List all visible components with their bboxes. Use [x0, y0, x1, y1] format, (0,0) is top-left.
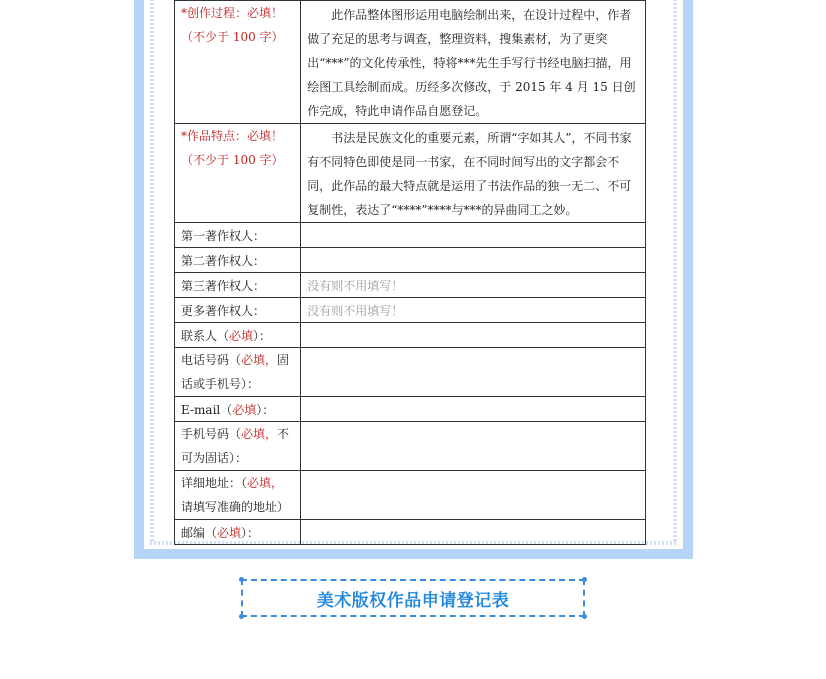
- corner-dot: [239, 577, 244, 582]
- row-second-owner: [175, 248, 646, 273]
- email-field[interactable]: [301, 397, 646, 422]
- third-owner-field[interactable]: 没有则不用填写！: [301, 273, 646, 298]
- row-contact: [175, 323, 646, 348]
- creation-process-note: （不少于 100 字）: [181, 30, 284, 44]
- caption-box: [241, 579, 585, 617]
- row-email: [175, 397, 646, 422]
- row-features: [175, 124, 646, 223]
- contact-field[interactable]: [301, 323, 646, 348]
- row-third-owner: [175, 273, 646, 298]
- required-mark: 必填: [229, 328, 254, 343]
- corner-dot: [239, 614, 244, 619]
- creation-process-field[interactable]: [301, 1, 646, 124]
- row-address: [175, 471, 646, 520]
- second-owner-label: 第二著作权人：: [175, 248, 301, 273]
- required-mark: 必填，: [241, 427, 278, 441]
- frame-stripe-left: [150, 0, 154, 541]
- creation-process-text: 此作品整体图形运用电脑绘制出来，在设计过程中，作者做了充足的思考与调查，整理资料，搜集素材，为了更突出“***”的文化传承性，特将***先生手写行书经电脑扫描，用绘图工具绘制而成。历经多次修改，于 2015 年 4 月 15 日创作完成，特此申请作品自愿登记。: [307, 8, 636, 118]
- row-phone: [175, 348, 646, 397]
- second-owner-field[interactable]: [301, 248, 646, 273]
- corner-dot: [582, 614, 587, 619]
- mobile-field[interactable]: [301, 422, 646, 471]
- creation-process-label: *创作过程：必填！: [181, 6, 284, 20]
- contact-label: 联系人（必填）：: [175, 323, 301, 348]
- features-note: （不少于 100 字）: [181, 153, 284, 167]
- required-mark: 必填: [232, 402, 257, 417]
- caption-title: 美术版权作品申请登记表: [316, 590, 510, 611]
- more-owners-label: 更多著作权人：: [175, 298, 301, 323]
- registration-form-table: [174, 0, 646, 545]
- row-more-owners: [175, 298, 646, 323]
- address-label: 详细地址：（必填，请填写准确的地址）: [175, 471, 301, 520]
- third-owner-label: 第三著作权人：: [175, 273, 301, 298]
- row-mobile: [175, 422, 646, 471]
- postcode-label: 邮编（必填）：: [175, 520, 301, 545]
- features-label: *作品特点：必填！: [181, 129, 284, 143]
- required-mark: 必填，: [247, 476, 284, 490]
- first-owner-label: 第一著作权人：: [175, 223, 301, 248]
- mobile-label: 手机号码（必填，不可为固话）：: [175, 422, 301, 471]
- row-postcode: [175, 520, 646, 545]
- required-mark: 必填，: [241, 353, 278, 367]
- phone-label: 电话号码（必填，固话或手机号）：: [175, 348, 301, 397]
- features-label-cell: [175, 124, 301, 223]
- corner-dot: [582, 577, 587, 582]
- first-owner-field[interactable]: [301, 223, 646, 248]
- phone-field[interactable]: [301, 348, 646, 397]
- frame-stripe-right: [673, 0, 677, 541]
- email-label: E-mail（必填）：: [175, 397, 301, 422]
- required-mark: 必填: [217, 525, 242, 540]
- row-first-owner: [175, 223, 646, 248]
- features-field[interactable]: [301, 124, 646, 223]
- more-owners-field[interactable]: 没有则不用填写！: [301, 298, 646, 323]
- features-text: 书法是民族文化的重要元素，所谓“字如其人”，不同书家有不同特色即使是同一书家，在不同时间写出的文字都会不同，此作品的最大特点就是运用了书法作品的独一无二、不可复制性，表达了“****”****与***的异曲同工之妙。: [307, 131, 632, 217]
- postcode-field[interactable]: [301, 520, 646, 545]
- address-field[interactable]: [301, 471, 646, 520]
- row-creation-process: [175, 1, 646, 124]
- creation-process-label-cell: [175, 1, 301, 124]
